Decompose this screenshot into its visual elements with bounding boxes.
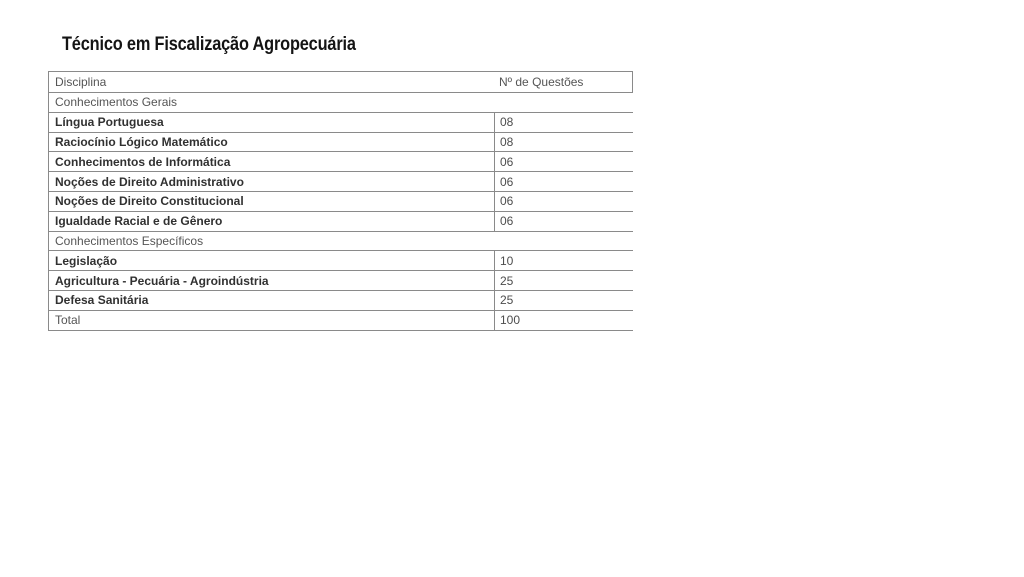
questions-cell: 06	[494, 152, 633, 171]
total-row	[48, 311, 633, 331]
discipline-cell: Legislação	[55, 253, 118, 268]
questions-cell: 06	[494, 212, 633, 231]
discipline-cell: Agricultura - Pecuária - Agroindústria	[55, 273, 269, 288]
questions-cell: 06	[494, 192, 633, 211]
section-row-conhecimentos-gerais	[48, 93, 633, 113]
discipline-cell: Conhecimentos de Informática	[55, 154, 231, 169]
questions-cell: 08	[494, 113, 633, 132]
table-row	[48, 291, 633, 311]
questions-cell: 25	[494, 291, 633, 310]
questions-cell: 25	[494, 271, 633, 290]
table-row	[48, 172, 633, 192]
discipline-cell: Noções de Direito Constitucional	[55, 194, 244, 209]
column-header-questions: Nº de Questões	[499, 75, 584, 89]
total-value-cell: 100	[494, 311, 633, 330]
questions-cell: 08	[494, 133, 633, 152]
section-label: Conhecimentos Específicos	[55, 233, 204, 248]
page-title: Técnico em Fiscalização Agropecuária	[62, 34, 356, 55]
section-row-conhecimentos-especificos	[48, 232, 633, 252]
discipline-cell: Defesa Sanitária	[55, 293, 149, 308]
table-row	[48, 192, 633, 212]
column-header-discipline: Disciplina	[55, 75, 107, 89]
table-body	[48, 93, 633, 331]
table-header-row	[48, 71, 633, 93]
section-label: Conhecimentos Gerais	[55, 95, 178, 110]
discipline-cell: Noções de Direito Administrativo	[55, 174, 244, 189]
table-row	[48, 212, 633, 232]
total-label-cell: Total	[55, 313, 81, 328]
discipline-cell: Raciocínio Lógico Matemático	[55, 134, 228, 149]
table-row	[48, 271, 633, 291]
table-row	[48, 251, 633, 271]
questions-cell: 10	[494, 251, 633, 270]
table-row	[48, 152, 633, 172]
table-row	[48, 113, 633, 133]
questions-cell: 06	[494, 172, 633, 191]
discipline-cell: Língua Portuguesa	[55, 115, 164, 130]
exam-subjects-table	[48, 71, 633, 331]
discipline-cell: Igualdade Racial e de Gênero	[55, 214, 223, 229]
table-row	[48, 133, 633, 153]
